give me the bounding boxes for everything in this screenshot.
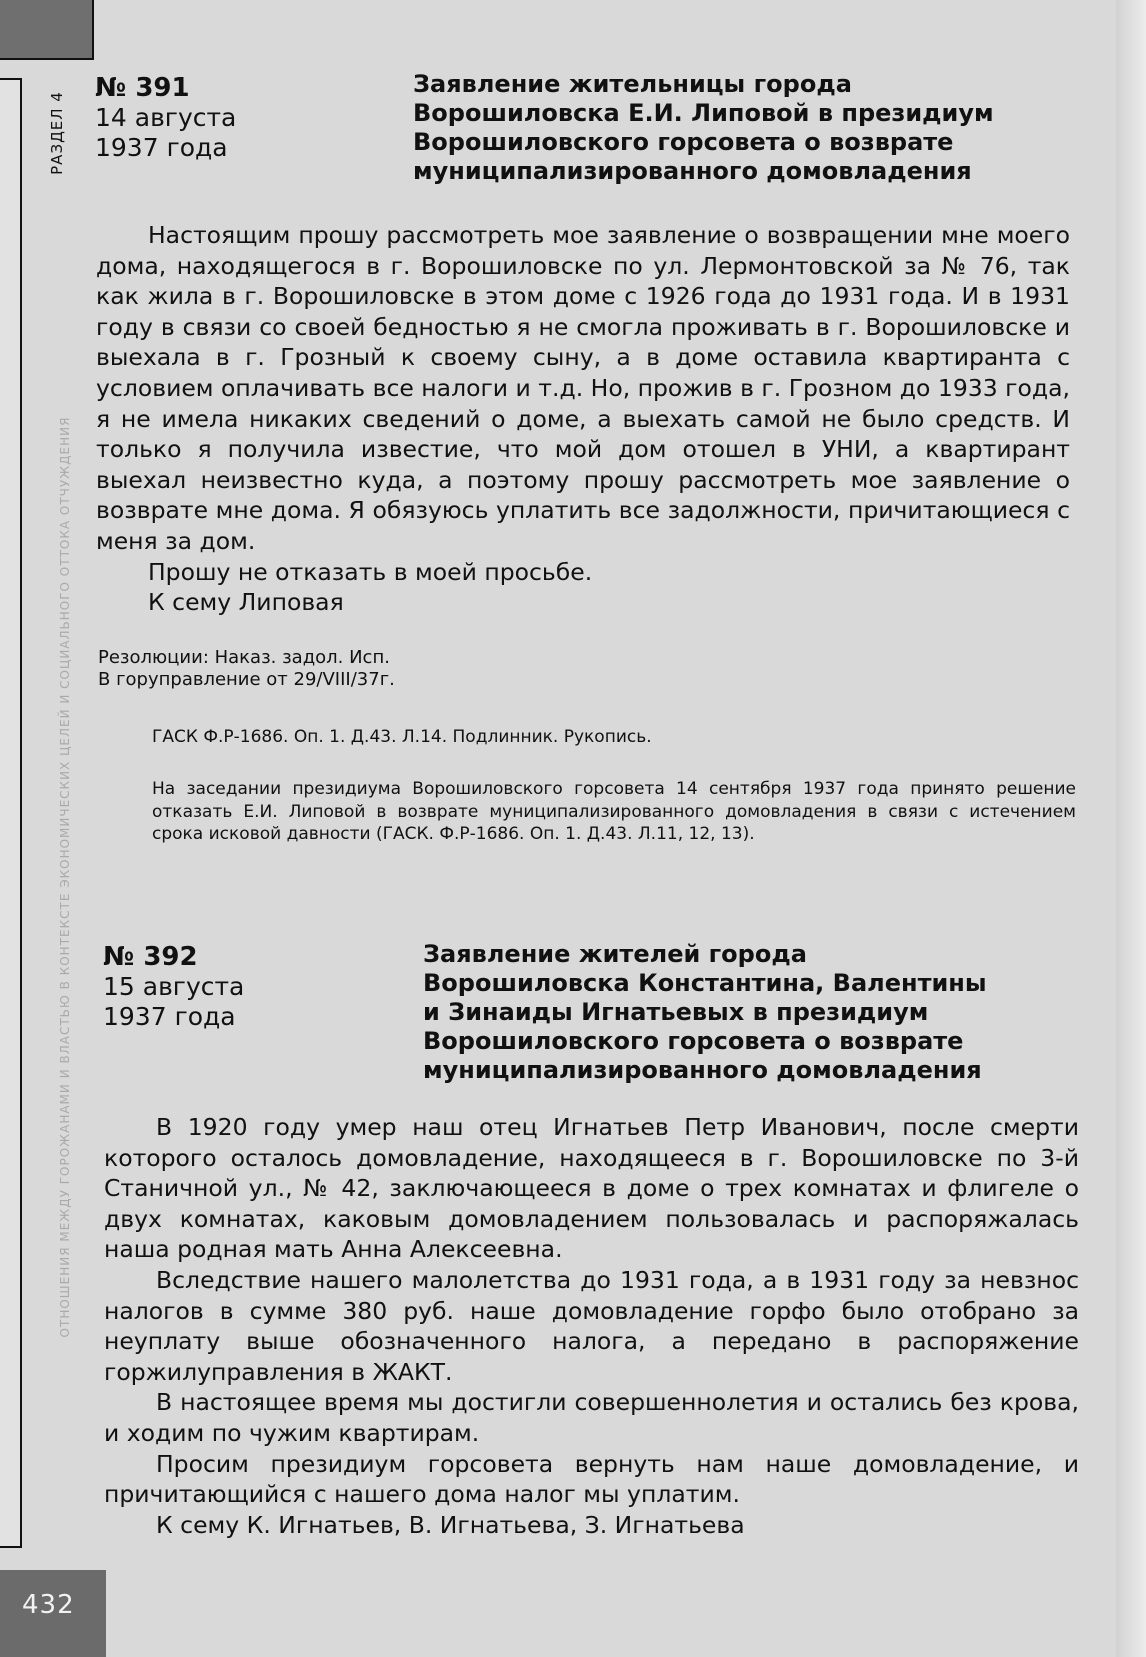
corner-tab [0, 0, 94, 60]
doc-391-number: № 391 [95, 73, 190, 103]
page-edge-shadow [1116, 0, 1146, 1657]
doc-391-header [95, 74, 395, 163]
doc-392-title [423, 940, 1063, 1085]
doc-391-note: На заседании президиума Ворошиловского горсовета 14 сентября 1937 года принято решение отказать Е.И. Липовой в возврате муниципализированного домовладения в связи с истечением срока исковой давности (ГАСК. Ф.Р-1686. Оп. 1. Д.43. Л.11, 12, 13). [152, 779, 1076, 844]
paragraph: Настоящим прошу рассмотреть мое заявление о возвращении мне моего дома, находящегося в г. Ворошиловске по ул. Лермонтовской за № 76, так как жила в г. Ворошиловске в этом доме с 1926 года до 1931 года. И в 1931 году в связи со своей бедностью я не смогла проживать в г. Ворошиловске и выехала в г. Грозный к своему сыну, а в доме оставила квартиранта с условием оплачивать все налоги и т.д. Но, прожив в г. Грозном до 1933 года, я не имела никаких сведений о доме, а выехать самой не было средств. И только я получила известие, что мой дом отошел в УНИ, а квартирант выехал неизвестно куда, а поэтому прошу рассмотреть мое заявление о возврате мне дома. Я обязуюсь уплатить все задолжности, причитающиеся с меня за дом. [96, 221, 1070, 555]
doc-392-body [104, 1112, 1079, 1540]
running-header-text: ОТНОШЕНИЯ МЕЖДУ ГОРОЖАНАМИ И ВЛАСТЬЮ В КОНТЕКСТЕ ЭКОНОМИЧЕСКИХ ЦЕЛЕЙ И СОЦИАЛЬНОГО ОТТОКА ОТЧУЖДЕНИЯ [58, 416, 72, 1338]
title-line: Заявление жителей города [423, 940, 807, 968]
page-number: 432 [22, 1590, 75, 1620]
doc-391-title [413, 70, 1053, 186]
doc-391-body [96, 220, 1070, 618]
title-line: муниципализированного домовладения [413, 157, 972, 185]
doc-391-date-year: 1937 года [95, 133, 228, 162]
doc-391-resolution [98, 647, 798, 691]
title-line: Ворошиловска Е.И. Липовой в президиум [413, 99, 994, 127]
doc-391-date-day: 14 августа [95, 103, 237, 132]
doc-392-number: № 392 [103, 942, 198, 972]
paragraph: В настоящее время мы достигли совершеннолетия и остались без крова, и ходим по чужим квартирам. [104, 1388, 1079, 1447]
paragraph: Прошу не отказать в моей просьбе. [148, 557, 593, 586]
title-line: Ворошиловского горсовета о возврате [423, 1027, 964, 1055]
paragraph: Вследствие нашего малолетства до 1931 года, а в 1931 году за невзнос налогов в сумме 380 руб. наше домовладение горфо было отобрано за неуплату выше обозначенного налога, а передано в распоряжение горжилуправления в ЖАКТ. [104, 1265, 1079, 1386]
title-line: Ворошиловска Константина, Валентины [423, 969, 987, 997]
title-line: Ворошиловского горсовета о возврате [413, 128, 954, 156]
running-header-vertical [55, 220, 72, 1540]
section-label-text: РАЗДЕЛ 4 [48, 91, 66, 175]
doc-392-header [103, 943, 403, 1032]
paragraph: В 1920 году умер наш отец Игнатьев Петр Иванович, после смерти которого осталось домовладение, находящееся в г. Ворошиловске по 3-й Станичной ул., № 42, заключающееся в доме о трех комнатах и флигеле о двух комнатах, каковым домовладением пользовалась и распоряжалась наша родная мать Анна Алексеевна. [104, 1113, 1079, 1264]
doc-392-date-day: 15 августа [103, 972, 245, 1001]
paragraph: Просим президиум горсовета вернуть нам наше домовладение, и причитающийся с нашего дома налог мы уплатим. [104, 1449, 1079, 1509]
signature-line: К сему К. Игнатьев, В. Игнатьева, З. Игнатьева [156, 1510, 745, 1539]
title-line: Заявление жительницы города [413, 70, 852, 98]
title-line: муниципализированного домовладения [423, 1056, 982, 1084]
doc-391-source: ГАСК Ф.Р-1686. Оп. 1. Д.43. Л.14. Подлинник. Рукопись. [152, 727, 652, 747]
margin-bar [0, 78, 22, 1548]
resolution-line: Резолюции: Наказ. задол. Исп. [98, 647, 390, 668]
signature-line: К сему Липовая [148, 588, 344, 617]
page-number-box [0, 1570, 106, 1657]
section-label [47, 74, 67, 194]
title-line: и Зинаиды Игнатьевых в президиум [423, 998, 929, 1026]
resolution-line: В горуправление от 29/VIII/37г. [98, 669, 395, 690]
doc-392-date-year: 1937 года [103, 1002, 236, 1031]
